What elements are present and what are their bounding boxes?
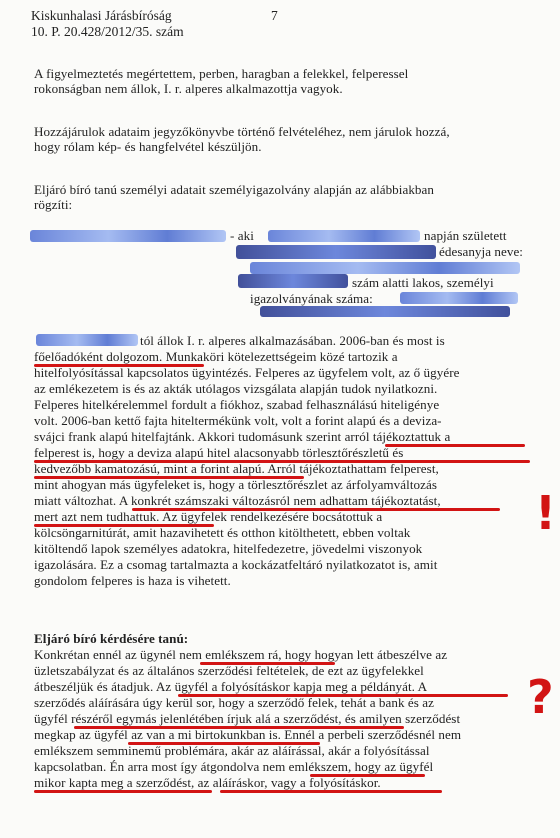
case-number: 10. P. 20.428/2012/35. szám (31, 24, 184, 39)
text-line: üzletszabályzat és az általános szerződési feltételek, de ezt az ügyfelekkel (34, 663, 424, 678)
page-number: 7 (271, 8, 278, 23)
text-line: szerződés aláírására úgy kerül sor, hogy a szerződő felek, tehát a bank és az (34, 695, 434, 710)
text-line: kedvezőbb kamatozású, mint a forint alapú. Arról tájékoztathattam felperest, (34, 461, 439, 476)
red-underline (34, 460, 530, 463)
text-line: Hozzájárulok adataim jegyzőkönyvbe történő felvételéhez, nem járulok hozzá, (34, 124, 450, 139)
text-line: kapcsolatban. Én arra most így átgondolva nem emlékszem, hogy az ügyfél (34, 759, 434, 774)
personal-text: szám alatti lakos, személyi (352, 275, 494, 290)
text-line: kitöltendő lapok személyes adatokra, hitelfedezetre, jövedelmi viszonyok (34, 541, 423, 556)
redaction-mark (268, 230, 420, 242)
red-underline (128, 742, 320, 745)
text-line: A figyelmeztetés megértettem, perben, haragban a felekkel, felperessel (34, 66, 409, 81)
red-underline (34, 364, 204, 367)
text-line: miatt változhat. A konkrét számszaki változásról nem adhattam tájékoztatást, (34, 493, 441, 508)
personal-text: édesanyja neve: (439, 244, 523, 259)
red-underline (74, 726, 404, 729)
redaction-mark (30, 230, 226, 242)
question-mark: ? (527, 670, 554, 724)
red-underline (310, 774, 425, 777)
redaction-mark (400, 292, 518, 304)
personal-text: igazolványának száma: (250, 291, 373, 306)
redaction-mark (238, 274, 348, 288)
text-line: mert azt nem tudhattuk. Az ügyfelek rendelkezésére bocsátottuk a (34, 509, 383, 524)
text-line: igazolására. Ez a csomag tartalmazta a kockázatfeltáró nyilatkozatot is, amit (34, 557, 438, 572)
red-underline (34, 524, 214, 527)
personal-text: napján született (424, 228, 507, 243)
text-line: hitelfolyósítással kapcsolatos ügyintézés. Felperes az ügyfelem volt, az ő ügyére (34, 365, 460, 380)
text-line: emlékszem semminemű problémára, akár az aláírással, akár a folyósítással (34, 743, 430, 758)
text-line: kölcsöngarnitúrát, amit hazavihetett és otthon kitölthetett, ebben voltak (34, 525, 411, 540)
red-underline (385, 444, 525, 447)
redaction-mark (36, 334, 138, 346)
red-underline (200, 662, 335, 665)
section-title: Eljáró bíró kérdésére tanú: (34, 631, 189, 646)
text-line: mikor kapta meg a szerződést, az aláíráskor, vagy a folyósításkor. (34, 775, 381, 790)
text-line: volt. 2006-ban kettő fajta hiteltermékünk volt, volt a forint alapú és a deviza- (34, 413, 442, 428)
text-line: az emlékezetem is és az akták utólagos vizsgálata alapján tudok nyilatkozni. (34, 381, 438, 396)
redaction-mark (236, 245, 436, 259)
text-line: tól állok I. r. alperes alkalmazásában. 2006-ban és most is (140, 333, 445, 348)
text-line: rokonságban nem állok, I. r. alperes alkalmazottja vagyok. (34, 81, 343, 96)
text-line: svájci frank alapú hitelfajtánk. Akkori tudomásunk szerint arról tájékoztattuk a (34, 429, 451, 444)
text-line: rögzíti: (34, 197, 73, 212)
personal-text: - aki (230, 228, 254, 243)
text-line: Felperes hitelkérelemmel fordult a fiókhoz, szabad felhasználású hiteligénye (34, 397, 440, 412)
red-underline (220, 790, 442, 793)
text-line: felperest is, hogy a deviza alapú hitel alacsonyabb törlesztőrészletű és (34, 445, 404, 460)
exclamation-mark: ! (535, 486, 556, 540)
redaction-mark (250, 262, 520, 274)
red-underline (132, 508, 500, 511)
text-line: Konkrétan ennél az ügynél nem emlékszem rá, hogy hogyan lett átbeszélve az (34, 647, 448, 662)
red-underline (178, 694, 508, 697)
redaction-mark (260, 306, 510, 317)
red-underline (34, 476, 304, 479)
text-line: főelőadóként dolgozom. Munkaköri kötelezettségeim közé tartozik a (34, 349, 398, 364)
text-line: Eljáró bíró tanú személyi adatait személyigazolvány alapján az alábbiakban (34, 182, 434, 197)
text-line: ügyfél részéről egymás jelenlétében írjuk alá a szerződést, és amilyen szerződést (34, 711, 461, 726)
text-line: megkap az ügyfél az van a mi birtokunkban is. Ennél a perbeli szerződésnél nem (34, 727, 462, 742)
red-underline (34, 790, 212, 793)
court-name: Kiskunhalasi Járásbíróság (31, 8, 172, 23)
text-line: gondolom felperes is haza is vihetett. (34, 573, 231, 588)
text-line: átbeszéljük és átadjuk. Az ügyfél a folyósításkor kapja meg a példányát. A (34, 679, 428, 694)
text-line: hogy rólam kép- és hangfelvétel készüljön. (34, 139, 262, 154)
text-line: mint ahogyan más ügyfeleket is, hogy a törlesztőrészlet az árfolyamváltozás (34, 477, 437, 492)
